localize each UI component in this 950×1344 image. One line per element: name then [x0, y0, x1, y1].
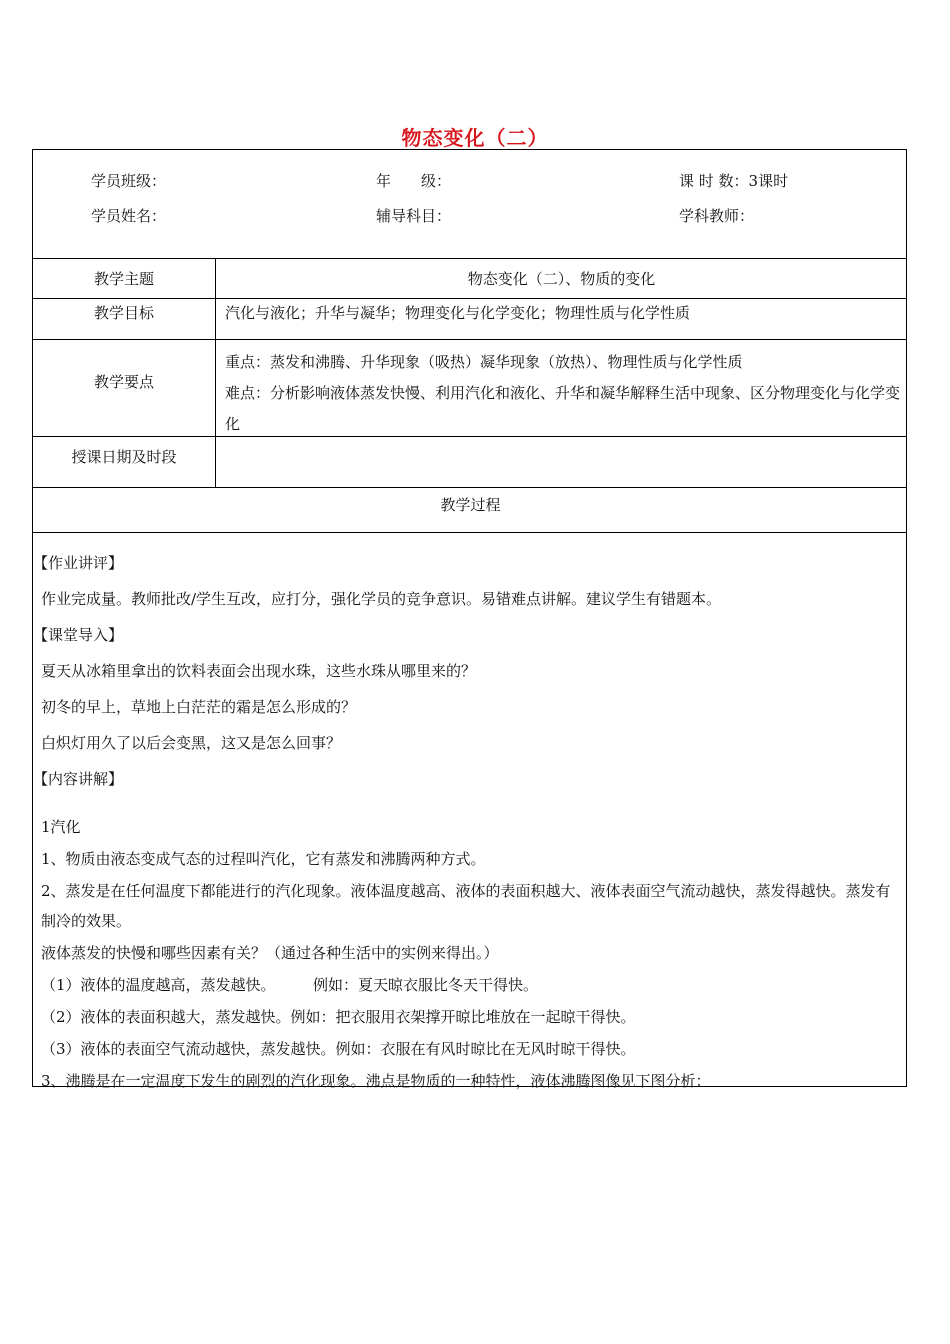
lesson-content — [33, 548, 896, 1096]
hours-label: 课 时 数：3课时 — [679, 172, 789, 190]
date-label: 授课日期及时段 — [71, 448, 177, 466]
goal-label: 教学目标 — [93, 304, 154, 322]
paragraph: 1、物质由液态变成气态的过程叫汽化，它有蒸发和沸腾两种方式。 — [41, 850, 486, 868]
grade-label: 年 级： — [376, 172, 452, 190]
paragraph: 3、沸腾是在一定温度下发生的剧烈的汽化现象。沸点是物质的一种特性，液体沸腾图像见下图分析： — [41, 1072, 711, 1090]
subsection-title: 1汽化 — [41, 818, 81, 836]
key-points-text: 重点：蒸发和沸腾、升华现象（吸热）凝华现象（放热）、物理性质与化学性质 — [225, 353, 743, 371]
divider — [33, 258, 906, 259]
question-item: 白炽灯用久了以后会变黑，这又是怎么回事？ — [41, 734, 342, 752]
points-label: 教学要点 — [93, 373, 154, 391]
question-item: 初冬的早上，草地上白茫茫的霜是怎么形成的？ — [41, 698, 357, 716]
section-heading: 【内容讲解】 — [33, 770, 124, 788]
factor-item: （2）液体的表面积越大，蒸发越快。例如：把衣服用衣架撑开晾比堆放在一起晾干得快。 — [41, 1008, 636, 1026]
divider — [33, 298, 906, 299]
paragraph: 作业完成量。教师批改/学生互改，应打分，强化学员的竞争意识。易错难点讲解。建议学生有错题本。 — [41, 590, 722, 608]
teacher-label: 学科教师： — [679, 207, 755, 225]
class-label: 学员班级： — [91, 172, 167, 190]
divider — [33, 532, 906, 533]
factor-item: （1）液体的温度越高，蒸发越快。 例如：夏天晾衣服比冬天干得快。 — [41, 976, 539, 994]
question-item: 夏天从冰箱里拿出的饮料表面会出现水珠，这些水珠从哪里来的？ — [41, 662, 477, 680]
column-divider — [215, 258, 216, 487]
topic-value: 物态变化（二）、物质的变化 — [467, 270, 656, 288]
document-title: 物态变化（二） — [401, 126, 549, 150]
lesson-plan-table — [32, 149, 907, 1090]
goal-value: 汽化与液化；升华与凝华；物理变化与化学变化；物理性质与化学性质 — [225, 304, 691, 322]
paragraph: 液体蒸发的快慢和哪些因素有关？（通过各种生活中的实例来得出。） — [41, 944, 499, 962]
section-heading: 【作业讲评】 — [33, 554, 124, 572]
difficult-points-text: 难点：分析影响液体蒸发快慢、利用汽化和液化、升华和凝华解释生活中现象、区分物理变化与化学变化 — [225, 384, 901, 433]
subject-label: 辅导科目： — [376, 207, 452, 225]
topic-label: 教学主题 — [93, 270, 154, 288]
paragraph: 2、蒸发是在任何温度下都能进行的汽化现象。液体温度越高、液体的表面积越大、液体表面空气流动越快，蒸发得越快。蒸发有制冷的效果。 — [41, 882, 891, 930]
section-heading: 【课堂导入】 — [33, 626, 124, 644]
points-value — [225, 347, 901, 440]
factor-item: （3）液体的表面空气流动越快，蒸发越快。例如：衣服在有风时晾比在无风时晾干得快。 — [41, 1040, 636, 1058]
process-label: 教学过程 — [440, 496, 501, 514]
divider — [33, 487, 906, 488]
divider — [33, 339, 906, 340]
name-label: 学员姓名： — [91, 207, 167, 225]
